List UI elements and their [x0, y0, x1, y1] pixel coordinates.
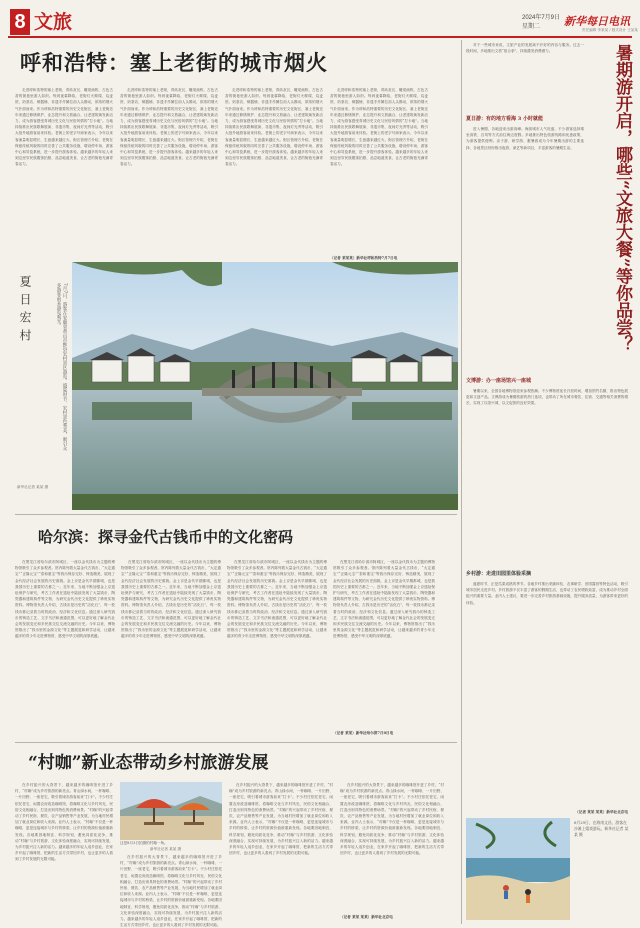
village-bridge-photo [72, 262, 458, 510]
article2-body-col4 [333, 559, 435, 729]
issue-date: 2024年7月9日 [522, 15, 561, 21]
photo1-caption-body: 7月7日，游客在安徽省黄山市黟县宏村景区游览。盛夏时节，宏村景色秀美，吸引众多游客前来游览观光。 [56, 283, 67, 451]
column-photo-caption: 6月29日，在海南文昌，游客在沙滩上嬉戏游玩。新华社记者 某某 摄 [574, 820, 629, 837]
article2-body-col1 [15, 559, 115, 737]
header-rule [8, 36, 632, 38]
column-vertical-title: 暑期游开启，哪些“文旅大餐”等你品尝？ [612, 44, 632, 353]
article3-photo [120, 782, 222, 840]
article3-photo-credit: 新华社记者 某某 摄 [150, 847, 182, 851]
photo1-caption-box [15, 265, 70, 505]
article2-byline: （记者 某某）新华社哈尔滨7月8日电 [333, 731, 394, 735]
article2-body-col3 [227, 559, 327, 737]
article3-body-col3 [229, 782, 333, 922]
article1-body-text: 走进呼和浩特的塞上老街，青砖灰瓦、雕梁画栋，古色古香的街巷里游人如织。每到夜幕降临，老街灯火璀璨，烧麦馆、奶茶店、铜器铺、非遗手作摊位前人头攒动，浓浓的烟火气扑面而来。作为呼和浩特重要的历史文化街区，塞上老街近年来通过修缮保护、业态提升和文旅融合，让老建筑焕发新活力，成为游客感受青城历史文化与民俗风情的“打卡地”。当地持续推出民族歌舞展演、非遗市集、夜间灯光秀等活动，吸引大批外地游客前来体验。老街上的老字号商家表示，今年以来客流量明显增长，生意越来越红火。街区管理方介绍，老街在保留传统风貌的同时完善了公共服务设施，增设停车场、游客中心和导览系统，进一步提升游客体验。越来越多的年轻人来到这里穿民族服饰拍照、品尝地道美食，让古老的街巷充满青春活力。 [330, 88, 428, 167]
article1-body-col3 [225, 87, 323, 261]
column-subhead-3: 乡村游：走进田园里体验采摘 [466, 571, 532, 577]
article2-body-text: 在黑龙江省哈尔滨市阿城区，一座以金代钱币为主题的博物馆吸引了众多参观者。馆内陈列着大量金代古钱币，“大定通宝”“正隆元宝”“泰和重宝”等钱币保存完好、铸造精美，展现了金代经济社会发展的历史面貌。金上京是金代早期都城，也是我国历史上重要的古都之一。近年来，当地不断加强金上京遗址保护与研究，考古工作者在遗址中陆续发现了大量钱币、陶瓷器和建筑构件等文物，为研究金代历史文化提供了珍贵实物资料。博物馆负责人介绍，古钱币是历史的“活化石”，每一枚钱币都记录着当时的政治、经济和文化信息。通过深入研究钱币的铸造工艺、文字书法和流通范围，可以更好地了解金代社会的发展变迁和多民族交往交流交融的历史。今年以来，博物馆推出了“钱币里的金源文化”等主题展览和研学活动，让越来越多的青少年走进博物馆，感受中华文明的深厚底蕴。 [333, 560, 435, 639]
article1-byline: （记者 某某某）新华社呼和浩特7月7日电 [330, 256, 398, 260]
article1-body-col1 [15, 87, 113, 261]
column-sub2-text: 暑期以来，全国各地博物馆迎来参观热潮。不少博物馆延长开放时间、增加预约名额，推出特色展览和文创产品。文博游成为暑期旅游的热门选项，也带动了所在城市餐饮、住宿、交通等相关消费的增长，实现了以馆兴城、以文促旅的良好效果。 [466, 389, 628, 406]
article3-title: “村咖”新业态带动乡村旅游发展 [28, 753, 269, 773]
article1-body-col4 [330, 87, 428, 255]
photo1-credit: 新华社记者 某某 摄 [17, 485, 49, 489]
column-sub1-body [466, 126, 584, 372]
column-sub2-body [466, 388, 628, 566]
article2-body-col2 [121, 559, 221, 737]
article3-body-text: 在乡村振兴的大背景下，越来越多的咖啡馆开进了乡村，“村咖”成为乡村旅游的新亮点。青山绿水间，一杯咖啡、一片田野、一座老宅，吸引着城市游客前来“打卡”。不少村庄依托老宅、闲置农房改造咖啡馆，将咖啡文化与乡村风光、民俗文化相融合，打造出别具特色的消费场景。“村咖”的兴起带动了乡村民宿、餐饮、农产品销售等产业发展，为当地村民增加了就业岗位和收入来源。业内人士表示，“村咖”不仅是一杯咖啡，更是连接城市与乡村的桥梁，让乡村的资源价值被重新发现。各地要因地制宜、科学规划，避免同质化竞争，推动“村咖”与乡村旅游、文化体验深度融合，实现可持续发展，为乡村振兴注入新的活力。越来越多的年轻人返乡创业，在家乡开起了咖啡馆，把新的生活方式带回乡村，也让更多的人看到了乡村发展的无限可能。 [229, 783, 333, 856]
beach-photo [466, 818, 570, 920]
cafe-umbrella-photo [120, 782, 222, 840]
article1-body-text: 走进呼和浩特的塞上老街，青砖灰瓦、雕梁画栋，古色古香的街巷里游人如织。每到夜幕降临，老街灯火璀璨，烧麦馆、奶茶店、铜器铺、非遗手作摊位前人头攒动，浓浓的烟火气扑面而来。作为呼和浩特重要的历史文化街区，塞上老街近年来通过修缮保护、业态提升和文旅融合，让老建筑焕发新活力，成为游客感受青城历史文化与民俗风情的“打卡地”。当地持续推出民族歌舞展演、非遗市集、夜间灯光秀等活动，吸引大批外地游客前来体验。老街上的老字号商家表示，今年以来客流量明显增长，生意越来越红火。街区管理方介绍，老街在保留传统风貌的同时完善了公共服务设施，增设停车场、游客中心和导览系统，进一步提升游客体验。越来越多的年轻人来到这里穿民族服饰拍照、品尝地道美食，让古老的街巷充满青春活力。 [120, 88, 218, 167]
article1-title: 呼和浩特：塞上老街的城市烟火 [20, 50, 328, 75]
article1-body-text: 走进呼和浩特的塞上老街，青砖灰瓦、雕梁画栋，古色古香的街巷里游人如织。每到夜幕降临，老街灯火璀璨，烧麦馆、奶茶店、铜器铺、非遗手作摊位前人头攒动，浓浓的烟火气扑面而来。作为呼和浩特重要的历史文化街区，塞上老街近年来通过修缮保护、业态提升和文旅融合，让老建筑焕发新活力，成为游客感受青城历史文化与民俗风情的“打卡地”。当地持续推出民族歌舞展演、非遗市集、夜间灯光秀等活动，吸引大批外地游客前来体验。老街上的老字号商家表示，今年以来客流量明显增长，生意越来越红火。街区管理方介绍，老街在保留传统风貌的同时完善了公共服务设施，增设停车场、游客中心和导览系统，进一步提升游客体验。越来越多的年轻人来到这里穿民族服饰拍照、品尝地道美食，让古老的街巷充满青春活力。 [225, 88, 323, 167]
article3-body-col1 [15, 782, 113, 922]
article2-body-text: 在黑龙江省哈尔滨市阿城区，一座以金代钱币为主题的博物馆吸引了众多参观者。馆内陈列着大量金代古钱币，“大定通宝”“正隆元宝”“泰和重宝”等钱币保存完好、铸造精美，展现了金代经济社会发展的历史面貌。金上京是金代早期都城，也是我国历史上重要的古都之一。近年来，当地不断加强金上京遗址保护与研究，考古工作者在遗址中陆续发现了大量钱币、陶瓷器和建筑构件等文物，为研究金代历史文化提供了珍贵实物资料。博物馆负责人介绍，古钱币是历史的“活化石”，每一枚钱币都记录着当时的政治、经济和文化信息。通过深入研究钱币的铸造工艺、文字书法和流通范围，可以更好地了解金代社会的发展变迁和多民族交往交流交融的历史。今年以来，博物馆推出了“钱币里的金源文化”等主题展览和研学活动，让越来越多的青少年走进博物馆，感受中华文明的深厚底蕴。 [227, 560, 327, 639]
divider-1 [15, 514, 457, 515]
photo1-caption-title: 夏日宏村 [18, 275, 32, 347]
column-sub3-text: 盛夏时节，正是瓜果成熟的季节。各地乡村推出采摘体验、农事研学、田园露营等特色活动，吸引城市居民走进乡村。乡村旅游不仅丰富了游客的假期生活，也带动了农民增收致富，成为推动乡村全面振兴的重要力量。业内人士建议，要进一步完善乡村旅游基础设施，提升服务质量，为游客带来更好的体验。 [466, 582, 628, 605]
divider-2 [15, 742, 457, 743]
column-byline: （记者 某某 某某）新华社北京电 [575, 810, 628, 814]
article1-body-col2 [120, 87, 218, 261]
page-header [8, 6, 638, 40]
page-number-badge: 8 [10, 9, 30, 35]
article3-photo-caption: 这是8月3日拍摄的村咖一角。 [120, 841, 168, 845]
article2-title: 哈尔滨：探寻金代古钱币中的文化密码 [38, 528, 294, 546]
column-intro-text: 对于一些城市来说，文旅产业的发展离不开好的内容与服务。过去一段时间，多地推出文旅“组合拳”，持续激发消费潜力。 [466, 43, 584, 54]
column-separator [461, 40, 462, 924]
article3-body-text: 在乡村振兴的大背景下，越来越多的咖啡馆开进了乡村，“村咖”成为乡村旅游的新亮点。青山绿水间，一杯咖啡、一片田野、一座老宅，吸引着城市游客前来“打卡”。不少村庄依托老宅、闲置农房改造咖啡馆，将咖啡文化与乡村风光、民俗文化相融合，打造出别具特色的消费场景。“村咖”的兴起带动了乡村民宿、餐饮、农产品销售等产业发展，为当地村民增加了就业岗位和收入来源。业内人士表示，“村咖”不仅是一杯咖啡，更是连接城市与乡村的桥梁，让乡村的资源价值被重新发现。各地要因地制宜、科学规划，避免同质化竞争，推动“村咖”与乡村旅游、文化体验深度融合，实现可持续发展，为乡村振兴注入新的活力。越来越多的年轻人返乡创业，在家乡开起了咖啡馆，把新的生活方式带回乡村，也让更多的人看到了乡村发展的无限可能。 [340, 783, 444, 856]
edition-line: 责任编辑 李某某 / 版式设计 王某某 [581, 28, 638, 32]
issue-weekday: 星期二 [522, 24, 541, 30]
paper-name: 新华每日电讯 [564, 15, 630, 28]
article3-body-text: 在乡村振兴的大背景下，越来越多的咖啡馆开进了乡村，“村咖”成为乡村旅游的新亮点。青山绿水间，一杯咖啡、一片田野、一座老宅，吸引着城市游客前来“打卡”。不少村庄依托老宅、闲置农房改造咖啡馆，将咖啡文化与乡村风光、民俗文化相融合，打造出别具特色的消费场景。“村咖”的兴起带动了乡村民宿、餐饮、农产品销售等产业发展，为当地村民增加了就业岗位和收入来源。业内人士表示，“村咖”不仅是一杯咖啡，更是连接城市与乡村的桥梁，让乡村的资源价值被重新发现。各地要因地制宜、科学规划，避免同质化竞争，推动“村咖”与乡村旅游、文化体验深度融合，实现可持续发展，为乡村振兴注入新的活力。越来越多的年轻人返乡创业，在家乡开起了咖啡馆，把新的生活方式带回乡村，也让更多的人看到了乡村发展的无限可能。 [120, 855, 222, 928]
article3-byline: （记者 某某 某某）新华社北京电 [340, 915, 393, 919]
article3-body-col4 [340, 782, 444, 914]
column-photo [466, 818, 570, 920]
column-sub3-body [466, 581, 628, 809]
column-sub1-text: 进入暑期，各地迎来出游高峰。海滨城市人气旺盛，不少游客选择乘坐高铁、自驾等方式前往海边度假。多地推出特色旅游线路和优惠政策，为游客提供便利。亲子游、研学游、避暑游成为今年暑期出游的主要选择，各地景区纷纷推出夜游、演艺等新项目，丰富游客的暑期生活。 [466, 127, 584, 150]
article3-body-col2b [120, 854, 222, 928]
article1-body-text: 走进呼和浩特的塞上老街，青砖灰瓦、雕梁画栋，古色古香的街巷里游人如织。每到夜幕降临，老街灯火璀璨，烧麦馆、奶茶店、铜器铺、非遗手作摊位前人头攒动，浓浓的烟火气扑面而来。作为呼和浩特重要的历史文化街区，塞上老街近年来通过修缮保护、业态提升和文旅融合，让老建筑焕发新活力，成为游客感受青城历史文化与民俗风情的“打卡地”。当地持续推出民族歌舞展演、非遗市集、夜间灯光秀等活动，吸引大批外地游客前来体验。老街上的老字号商家表示，今年以来客流量明显增长，生意越来越红火。街区管理方介绍，老街在保留传统风貌的同时完善了公共服务设施，增设停车场、游客中心和导览系统，进一步提升游客体验。越来越多的年轻人来到这里穿民族服饰拍照、品尝地道美食，让古老的街巷充满青春活力。 [15, 88, 113, 167]
article2-body-text: 在黑龙江省哈尔滨市阿城区，一座以金代钱币为主题的博物馆吸引了众多参观者。馆内陈列着大量金代古钱币，“大定通宝”“正隆元宝”“泰和重宝”等钱币保存完好、铸造精美，展现了金代经济社会发展的历史面貌。金上京是金代早期都城，也是我国历史上重要的古都之一。近年来，当地不断加强金上京遗址保护与研究，考古工作者在遗址中陆续发现了大量钱币、陶瓷器和建筑构件等文物，为研究金代历史文化提供了珍贵实物资料。博物馆负责人介绍，古钱币是历史的“活化石”，每一枚钱币都记录着当时的政治、经济和文化信息。通过深入研究钱币的铸造工艺、文字书法和流通范围，可以更好地了解金代社会的发展变迁和多民族交往交流交融的历史。今年以来，博物馆推出了“钱币里的金源文化”等主题展览和研学活动，让越来越多的青少年走进博物馆，感受中华文明的深厚底蕴。 [121, 560, 221, 639]
article3-body-text: 在乡村振兴的大背景下，越来越多的咖啡馆开进了乡村，“村咖”成为乡村旅游的新亮点。青山绿水间，一杯咖啡、一片田野、一座老宅，吸引着城市游客前来“打卡”。不少村庄依托老宅、闲置农房改造咖啡馆，将咖啡文化与乡村风光、民俗文化相融合，打造出别具特色的消费场景。“村咖”的兴起带动了乡村民宿、餐饮、农产品销售等产业发展，为当地村民增加了就业岗位和收入来源。业内人士表示，“村咖”不仅是一杯咖啡，更是连接城市与乡村的桥梁，让乡村的资源价值被重新发现。各地要因地制宜、科学规划，避免同质化竞争，推动“村咖”与乡村旅游、文化体验深度融合，实现可持续发展，为乡村振兴注入新的活力。越来越多的年轻人返乡创业，在家乡开起了咖啡馆，把新的生活方式带回乡村，也让更多的人看到了乡村发展的无限可能。 [15, 783, 113, 862]
article2-body-text: 在黑龙江省哈尔滨市阿城区，一座以金代钱币为主题的博物馆吸引了众多参观者。馆内陈列着大量金代古钱币，“大定通宝”“正隆元宝”“泰和重宝”等钱币保存完好、铸造精美，展现了金代经济社会发展的历史面貌。金上京是金代早期都城，也是我国历史上重要的古都之一。近年来，当地不断加强金上京遗址保护与研究，考古工作者在遗址中陆续发现了大量钱币、陶瓷器和建筑构件等文物，为研究金代历史文化提供了珍贵实物资料。博物馆负责人介绍，古钱币是历史的“活化石”，每一枚钱币都记录着当时的政治、经济和文化信息。通过深入研究钱币的铸造工艺、文字书法和流通范围，可以更好地了解金代社会的发展变迁和多民族交往交流交融的历史。今年以来，博物馆推出了“钱币里的金源文化”等主题展览和研学活动，让越来越多的青少年走进博物馆，感受中华文明的深厚底蕴。 [15, 560, 115, 639]
photo1-image [72, 262, 458, 510]
column-subhead-2: 文博游：办一座场馆兴一座城 [466, 378, 532, 384]
column-intro [466, 42, 584, 112]
section-name: 文旅 [34, 11, 73, 33]
column-subhead-1: 夏日游：有的地方看海 3 小时就能 [466, 116, 543, 122]
